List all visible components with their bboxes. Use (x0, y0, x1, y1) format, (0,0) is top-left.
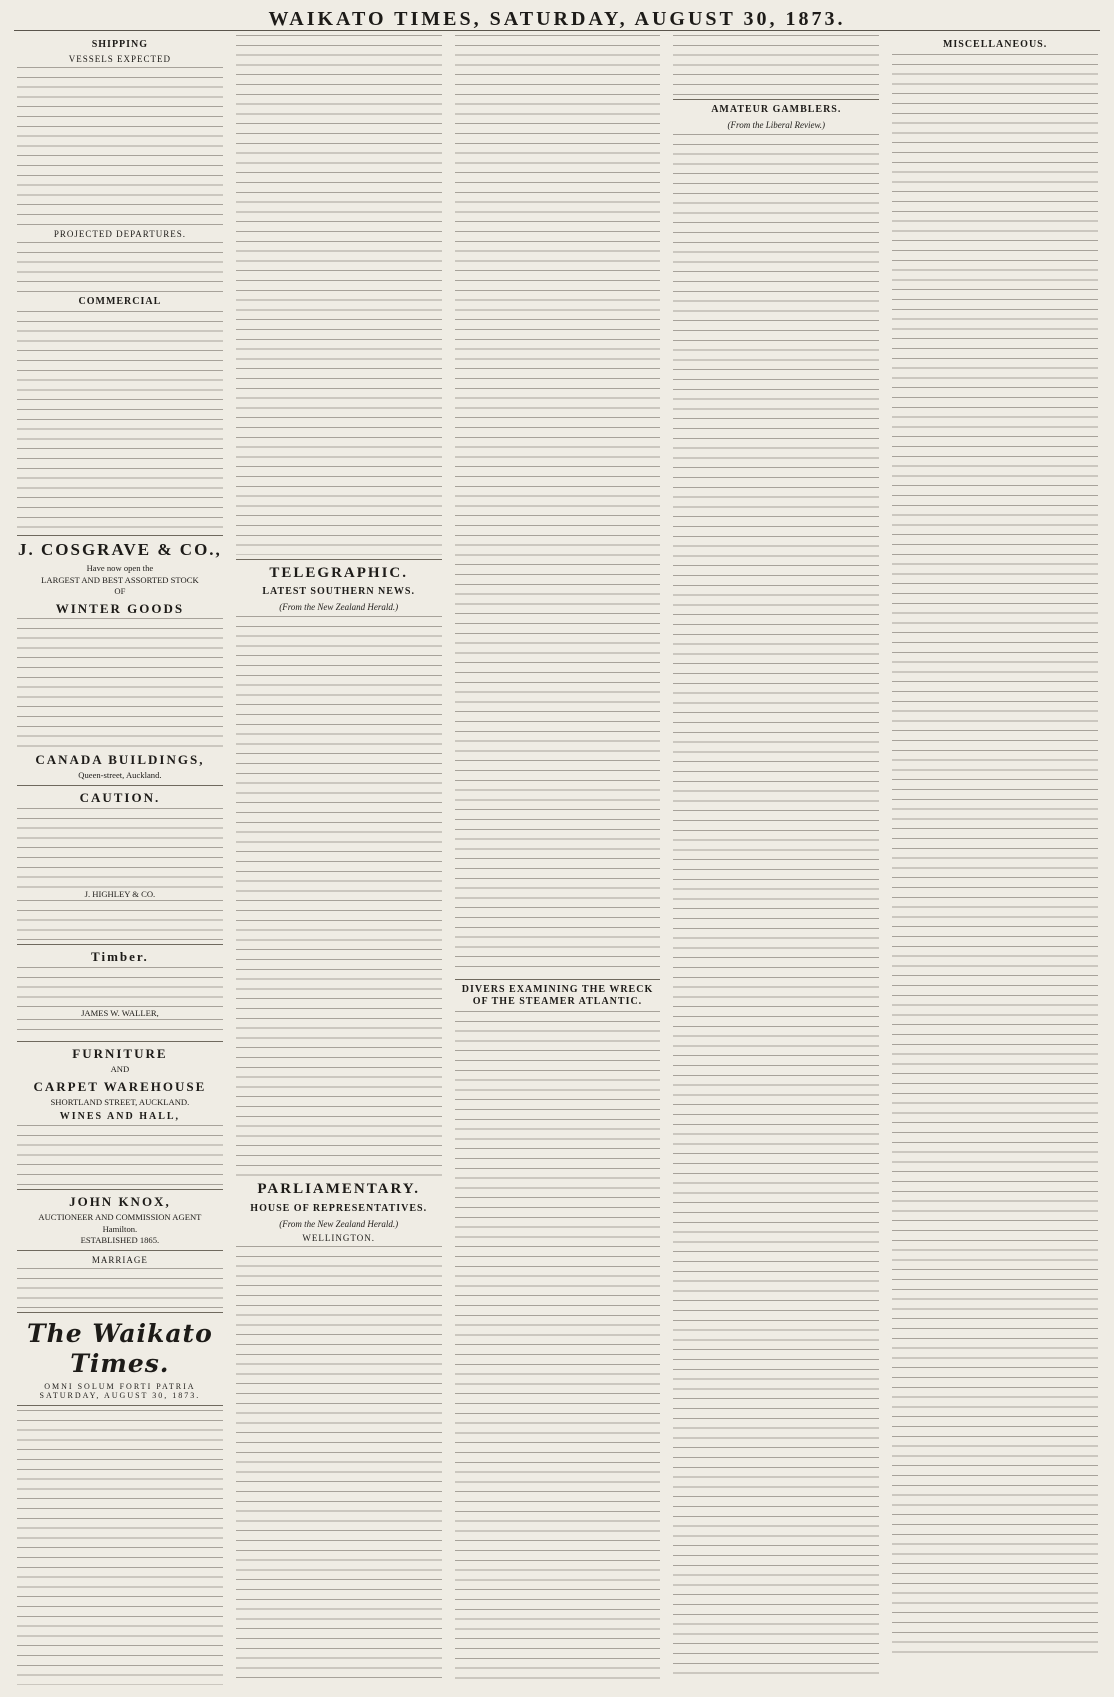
waller-signature: JAMES W. WALLER, (81, 1007, 159, 1018)
divider (17, 1189, 223, 1190)
cosgrave-ad-text (17, 618, 223, 748)
divider (17, 1312, 223, 1313)
highley-signature: J. HIGHLEY & CO. (84, 888, 156, 899)
latest-news-heading: LATEST SOUTHERN NEWS. (262, 586, 415, 598)
divider (17, 1250, 223, 1251)
shortland-address: SHORTLAND STREET, AUCKLAND. (50, 1096, 190, 1107)
telegraphic-heading: TELEGRAPHIC. (269, 565, 408, 581)
page-masthead: WAIKATO TIMES, SATURDAY, AUGUST 30, 1873. (14, 8, 1100, 31)
cosgrave-ad-line: OF (114, 586, 126, 597)
column-2 (233, 35, 444, 1685)
canada-buildings-address: Queen-street, Auckland. (78, 770, 162, 781)
amateur-gamblers-source: (From the Liberal Review.) (727, 120, 826, 131)
issue-dateline: SATURDAY, AUGUST 30, 1873. (39, 1391, 201, 1401)
cosgrave-ad-line: LARGEST AND BEST ASSORTED STOCK (41, 574, 199, 585)
motto: OMNI SOLUM FORTI PATRIA (44, 1381, 196, 1391)
shipping-heading: SHIPPING (91, 39, 149, 50)
wellington-heading: WELLINGTON. (302, 1232, 375, 1243)
marriage-heading: MARRIAGE (91, 1254, 148, 1265)
commercial-heading: COMMERCIAL (78, 296, 162, 308)
cosgrave-ad-line: Have now open the (86, 563, 154, 574)
parliamentary-text (236, 1246, 442, 1685)
columns (14, 35, 1100, 1685)
projected-departures-heading: PROJECTED DEPARTURES. (53, 229, 186, 240)
miscellaneous-text (892, 54, 1098, 1654)
telegraphic-text (236, 616, 442, 1176)
house-source: (From the New Zealand Herald.) (279, 1218, 399, 1229)
latest-news-source: (From the New Zealand Herald.) (279, 602, 399, 613)
furniture-text (17, 1125, 223, 1185)
knox-location: Hamilton. (102, 1223, 138, 1234)
column-3 (452, 35, 663, 1685)
departures-text (17, 242, 223, 292)
divider (17, 1405, 223, 1406)
parliamentary-heading: PARLIAMENTARY. (257, 1181, 420, 1198)
timber-text (17, 967, 223, 1007)
divider (673, 99, 879, 100)
amateur-gamblers-heading: AMATEUR GAMBLERS. (711, 104, 842, 115)
divider (17, 944, 223, 945)
column-1 (14, 35, 225, 1685)
waller-text (17, 1019, 223, 1037)
nameplate: The Waikato Times. (27, 1318, 213, 1379)
knox-established: ESTABLISHED 1865. (80, 1235, 160, 1246)
article-text (455, 35, 661, 975)
furniture-and: AND (110, 1064, 130, 1075)
editorial-text (17, 1410, 223, 1685)
divider (17, 535, 223, 536)
caution-heading: CAUTION. (79, 789, 161, 805)
cosgrave-ad-title: J. COSGRAVE & CO., (17, 540, 222, 560)
miscellaneous-heading: MISCELLANEOUS. (942, 39, 1048, 50)
divers-heading: DIVERS EXAMINING THE WRECK OF THE STEAMER ATLANTIC. (461, 984, 654, 1008)
divers-text (455, 1011, 661, 1685)
cosgrave-ad-line: WINTER GOODS (55, 600, 185, 616)
vessels-expected-heading: VESSELS EXPECTED (68, 54, 172, 65)
divider (455, 979, 661, 980)
wines-heading: WINES AND HALL, (59, 1111, 181, 1123)
amateur-gamblers-text (673, 134, 879, 1674)
divider (17, 1041, 223, 1042)
timber-heading: Timber. (91, 949, 149, 965)
marriage-text (17, 1268, 223, 1308)
divider (17, 785, 223, 786)
shipping-text (17, 67, 223, 227)
canada-buildings: CANADA BUILDINGS, (35, 752, 205, 768)
commercial-text (17, 311, 223, 531)
column-4 (670, 35, 881, 1685)
house-heading: HOUSE OF REPRESENTATIVES. (250, 1202, 428, 1214)
editorial-continued-text (236, 35, 442, 555)
article-continued-text (673, 35, 879, 95)
furniture-heading: FURNITURE (72, 1046, 168, 1062)
highley-text (17, 900, 223, 940)
carpet-heading: CARPET WAREHOUSE (33, 1078, 207, 1094)
divider (236, 559, 442, 560)
column-5 (889, 35, 1100, 1685)
caution-text (17, 808, 223, 888)
knox-sub: AUCTIONEER AND COMMISSION AGENT (38, 1212, 202, 1223)
knox-heading: JOHN KNOX, (69, 1194, 171, 1210)
